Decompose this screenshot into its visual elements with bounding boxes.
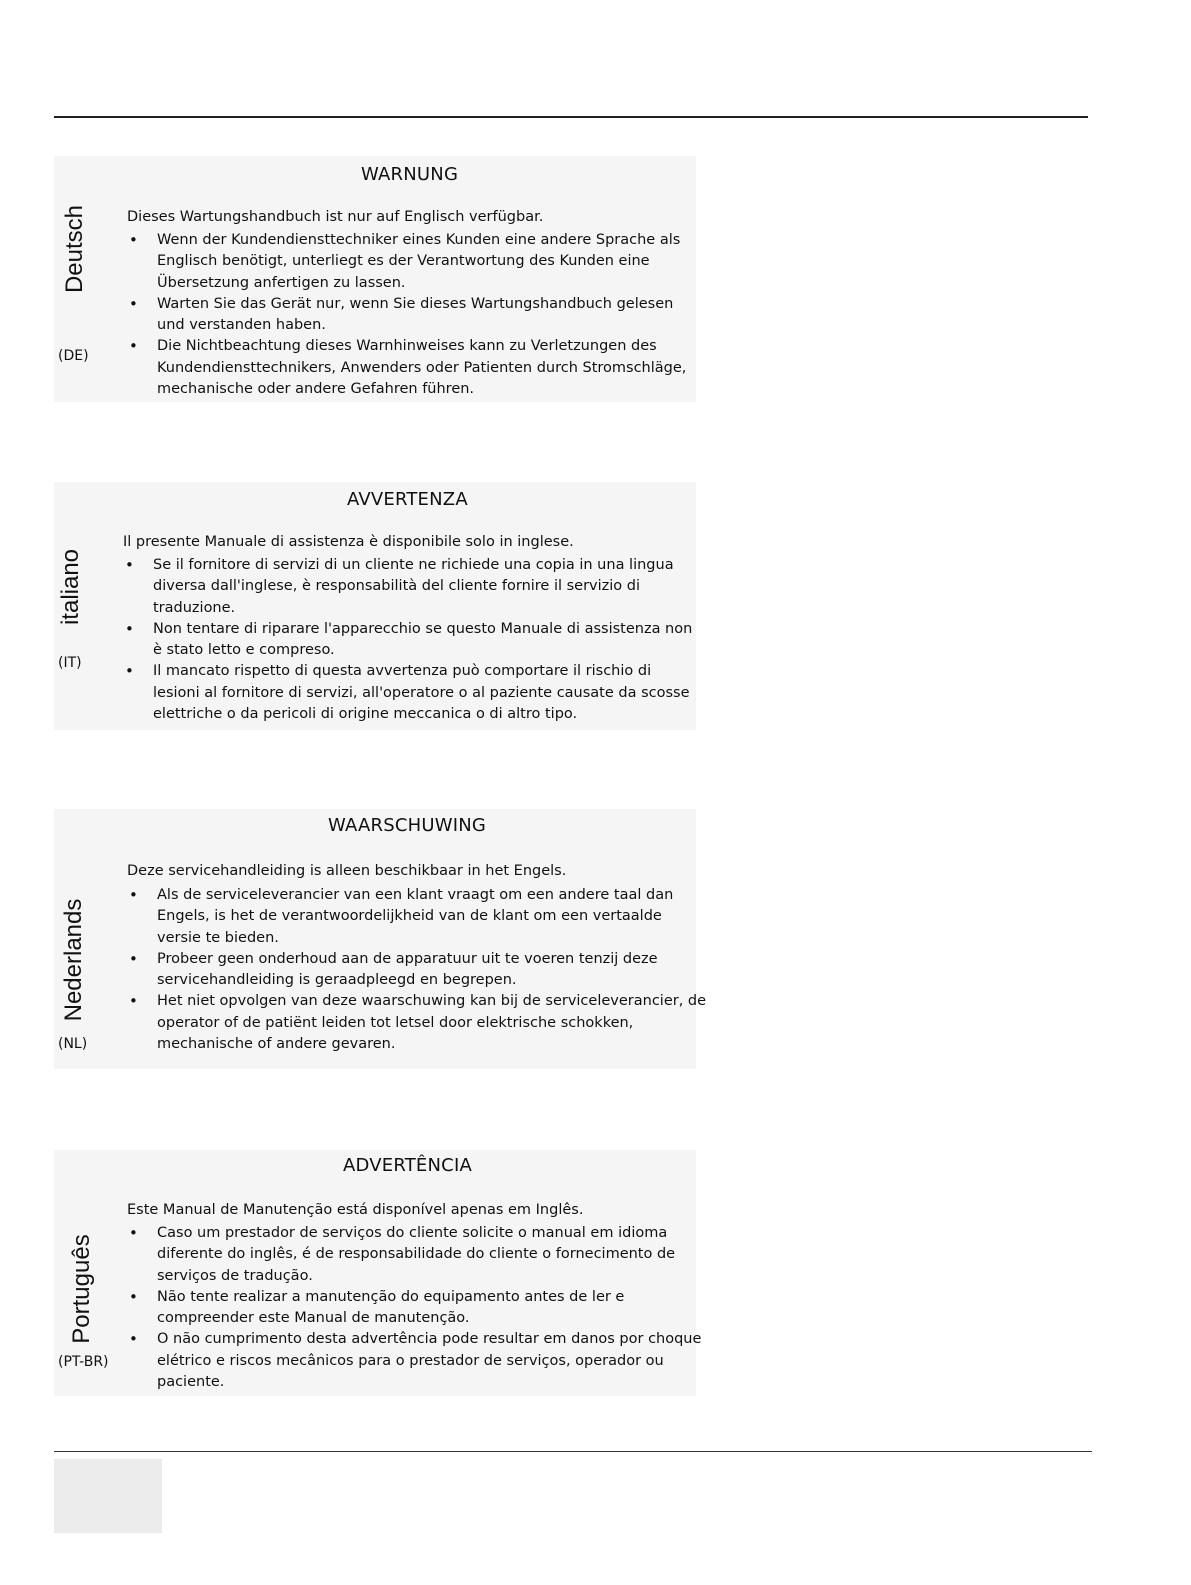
warning-section-de [54, 156, 696, 402]
bullet-line: operator of de patiënt leiden tot letsel door elektrische schokken, [157, 1014, 634, 1031]
bullet-line: • Warten Sie das Gerät nur, wenn Sie dieses Wartungshandbuch gelesen [157, 295, 674, 312]
bullet-line: • Wenn der Kundendiensttechniker eines Kunden eine andere Sprache als [157, 232, 681, 248]
bullet-line: elétrico e riscos mecânicos para o prestador de serviços, operador ou [157, 1352, 664, 1369]
language-label: Nederlands [60, 898, 87, 1022]
warning-section-it [54, 482, 696, 730]
bullet-line: • Não tente realizar a manutenção do equipamento antes de ler e [157, 1288, 625, 1305]
warning-bullet-list [127, 885, 707, 1055]
header-rule [54, 116, 1088, 118]
bullet-line: • Die Nichtbeachtung dieses Warnhinweises kann zu Verletzungen des [157, 338, 657, 355]
warning-heading: WARNUNG [361, 164, 459, 185]
bullet-line: paciente. [157, 1374, 225, 1391]
bullet-line: Übersetzung anfertigen zu lassen. [157, 274, 406, 291]
bullet-line: lesioni al fornitore di servizi, all'operatore o al paziente causate da scosse [153, 684, 690, 701]
bullet-line: diferente do inglês, é de responsabilidade do cliente o fornecimento de [157, 1246, 676, 1263]
bullet-line: Kundendiensttechnikers, Anwenders oder Patienten durch Stromschläge, [157, 359, 687, 376]
bullet-line: è stato letto e compreso. [153, 642, 335, 659]
language-label: Deutsch [61, 204, 88, 294]
language-label: Português [68, 1234, 95, 1344]
warning-intro: Deze servicehandleiding is alleen beschikbaar in het Engels. [127, 863, 567, 879]
bullet-line: • Probeer geen onderhoud aan de apparatuur uit te voeren tenzij deze [157, 950, 658, 967]
language-code: (IT) [58, 655, 82, 671]
bullet-line: traduzione. [153, 599, 236, 616]
bullet-line: • Se il fornitore di servizi di un cliente ne richiede una copia in una lingua [153, 557, 674, 573]
bullet-line: • Als de serviceleverancier van een klant vraagt om een andere taal dan [157, 887, 674, 903]
warning-bullet-list [123, 555, 703, 725]
warning-intro: Dieses Wartungshandbuch ist nur auf Englisch verfügbar. [127, 209, 544, 225]
warning-bullet [123, 661, 703, 725]
bullet-line: mechanische oder andere Gefahren führen. [157, 381, 475, 398]
warning-bullet-list [127, 1223, 707, 1393]
bullet-line: compreender este Manual de manutenção. [157, 1310, 470, 1327]
warning-bullet [127, 949, 707, 992]
footer-rule [54, 1451, 1092, 1452]
bullet-line: serviços de tradução. [157, 1267, 313, 1284]
bullet-line: • O não cumprimento desta advertência pode resultar em danos por choque [157, 1331, 702, 1348]
warning-bullet [127, 1287, 707, 1330]
bullet-line: und verstanden haben. [157, 317, 326, 334]
bullet-line: servicehandleiding is geraadpleegd en begrepen. [157, 972, 517, 989]
bullet-line: • Het niet opvolgen van deze waarschuwing kan bij de serviceleverancier, de [157, 993, 707, 1010]
language-code: (NL) [58, 1036, 88, 1052]
warning-heading: AVVERTENZA [347, 489, 468, 510]
bullet-line: elettriche o da pericoli di origine meccanica o di altro tipo. [153, 706, 578, 723]
warning-bullet [123, 555, 703, 619]
warning-section-pt-br [54, 1150, 702, 1396]
language-code: (PT-BR) [58, 1354, 109, 1370]
bullet-line: • Caso um prestador de serviços do cliente solicite o manual em idioma [157, 1225, 668, 1241]
warning-bullet [127, 1329, 707, 1393]
warning-bullet [123, 619, 703, 662]
page-number-box [54, 1459, 162, 1533]
warning-bullet-list [127, 230, 707, 400]
bullet-line: mechanische of andere gevaren. [157, 1036, 396, 1053]
language-code: (DE) [58, 348, 89, 364]
warning-heading: ADVERTÊNCIA [343, 1155, 472, 1176]
language-label: italiano [57, 548, 84, 626]
bullet-line: diversa dall'inglese, è responsabilità del cliente fornire il servizio di [153, 578, 641, 595]
warning-bullet [127, 336, 707, 400]
warning-section-nl [54, 809, 707, 1069]
warning-bullet [127, 230, 707, 294]
warning-bullet [127, 991, 707, 1055]
bullet-line: versie te bieden. [157, 929, 279, 946]
warning-intro: Il presente Manuale di assistenza è disponibile solo in inglese. [123, 534, 574, 550]
warning-heading: WAARSCHUWING [328, 815, 487, 836]
warning-intro: Este Manual de Manutenção está disponível apenas em Inglês. [127, 1202, 584, 1218]
bullet-line: • Il mancato rispetto di questa avvertenza può comportare il rischio di [153, 663, 652, 680]
warning-bullet [127, 885, 707, 949]
warning-bullet [127, 294, 707, 337]
warning-bullet [127, 1223, 707, 1287]
bullet-line: Engels, is het de verantwoordelijkheid van de klant om een vertaalde [157, 908, 662, 925]
bullet-line: • Non tentare di riparare l'apparecchio se questo Manuale di assistenza non [153, 620, 693, 637]
bullet-line: Englisch benötigt, unterliegt es der Verantwortung des Kunden eine [157, 253, 650, 270]
